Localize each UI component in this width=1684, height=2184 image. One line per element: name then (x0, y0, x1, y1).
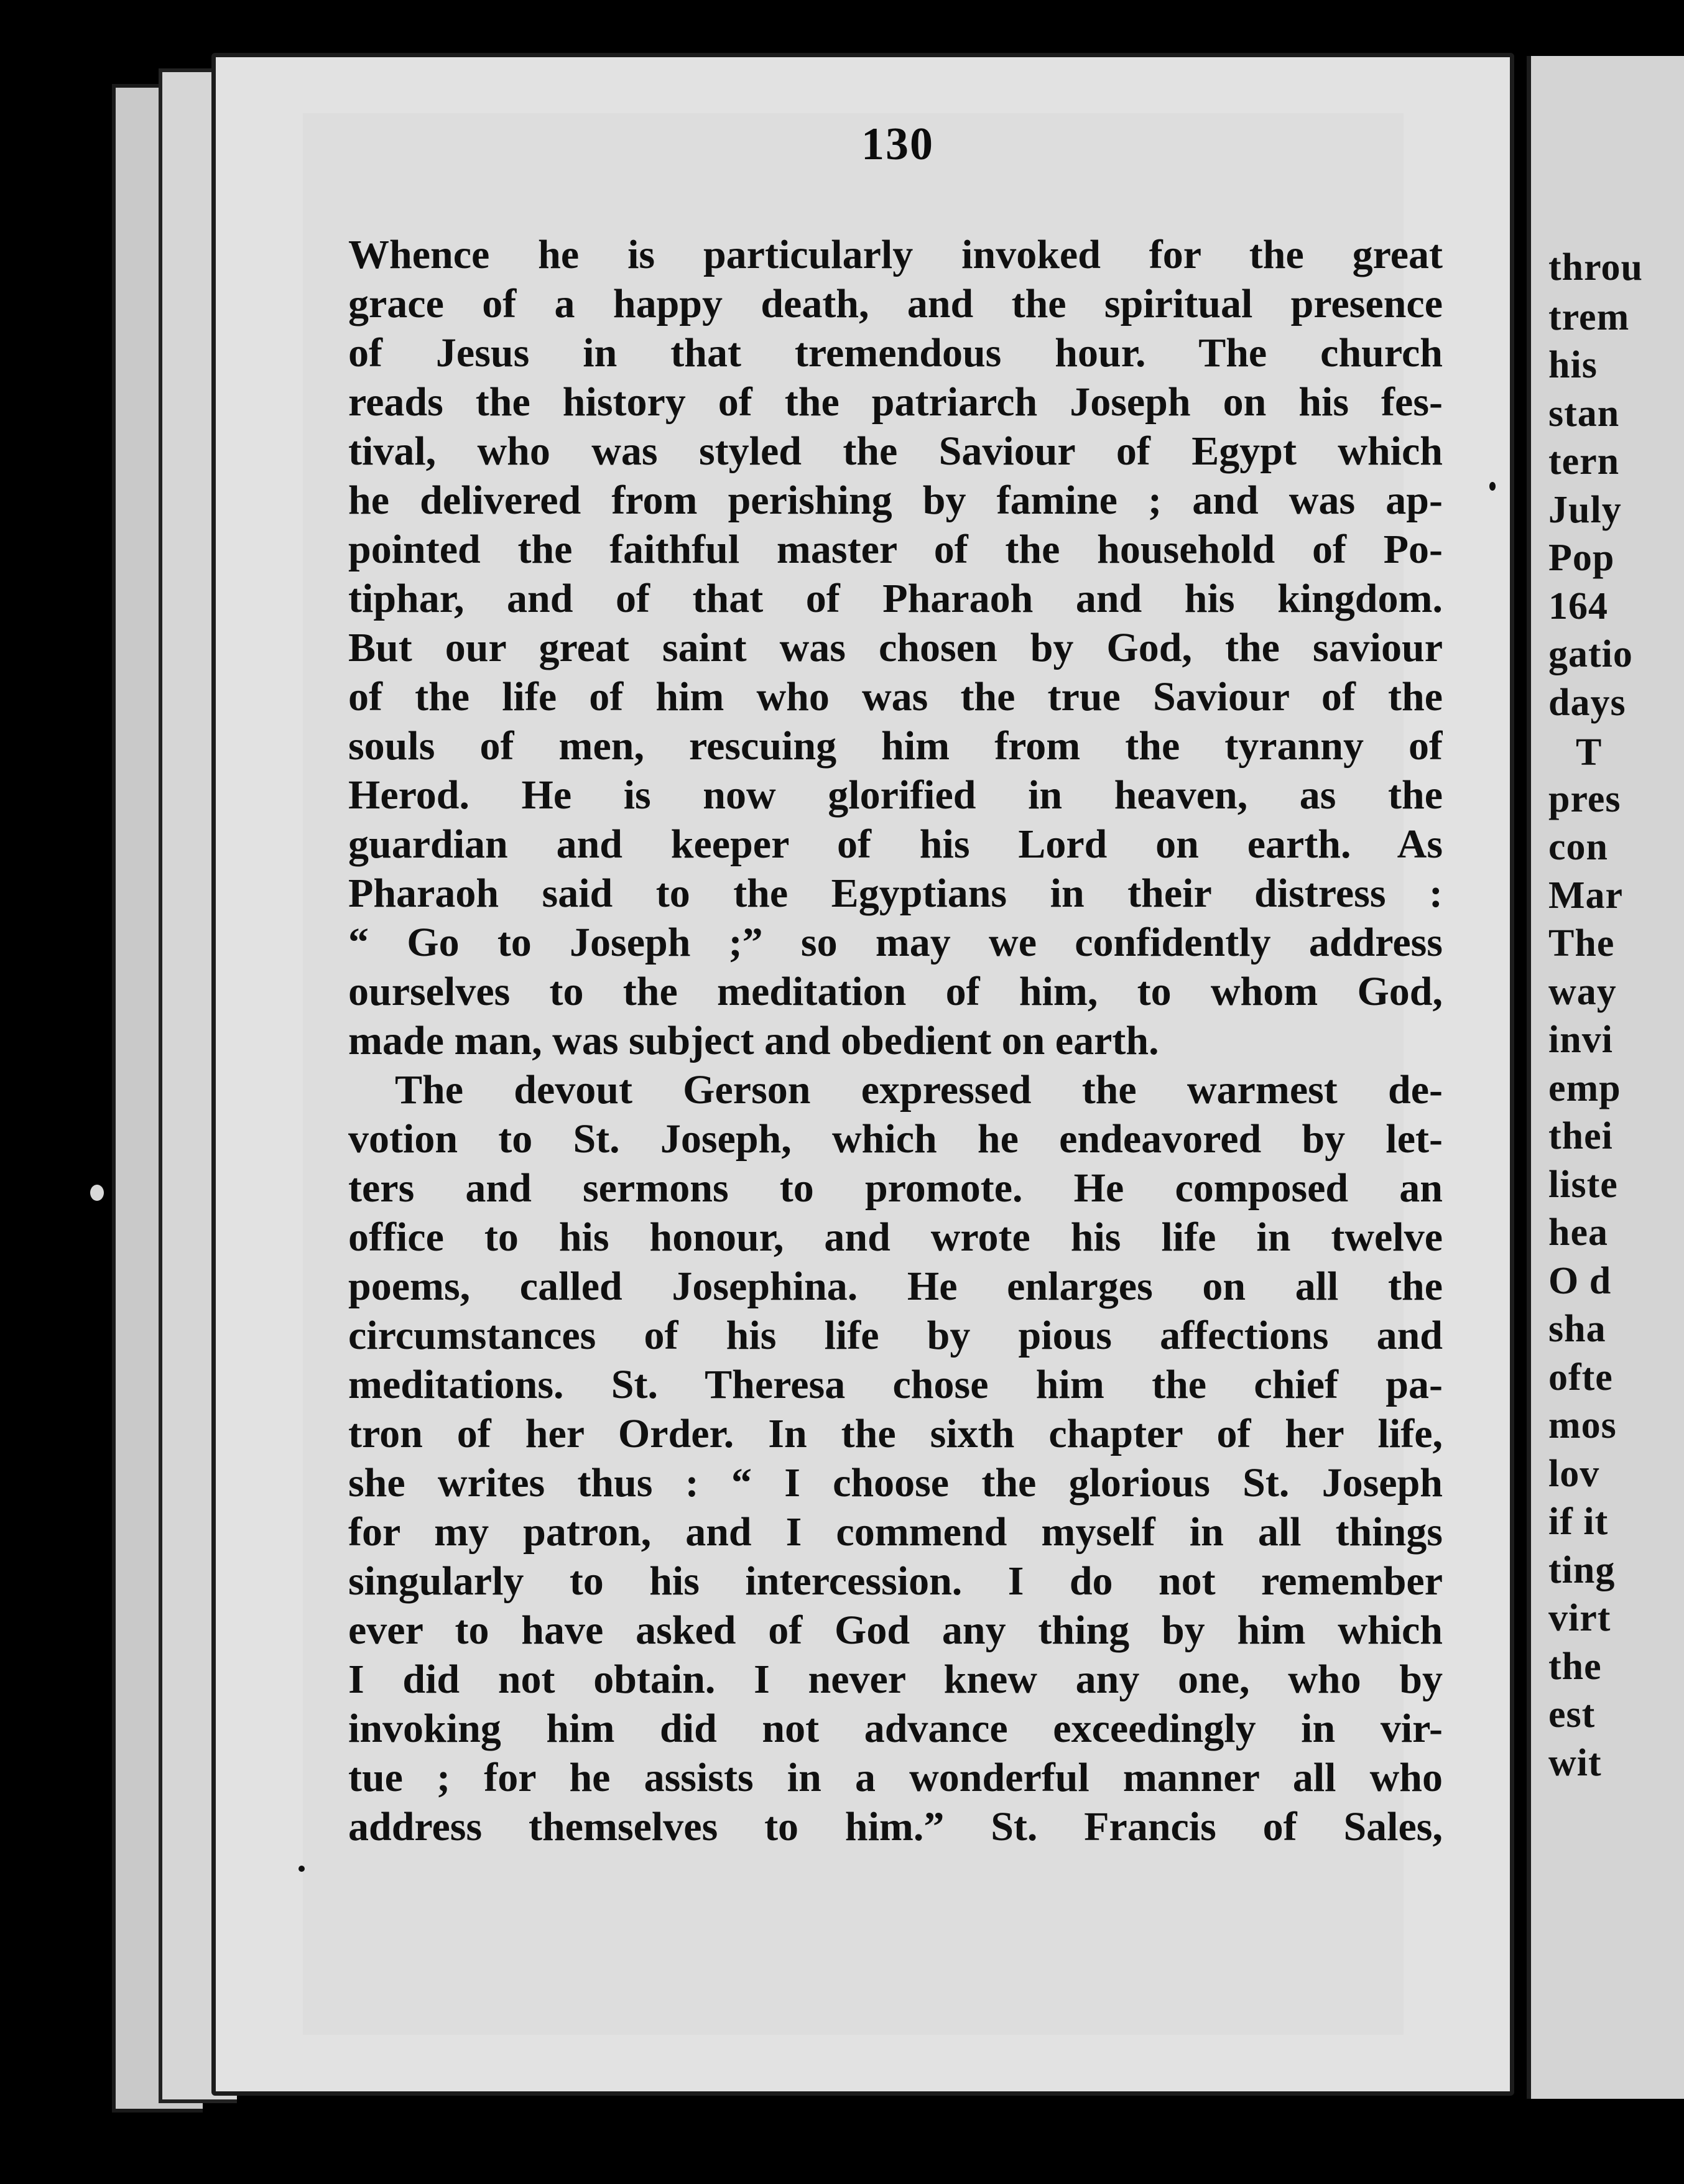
facing-text-line: throu (1548, 246, 1644, 289)
text-line: tiphar, and of that of Pharaoh and his kingdom. (348, 576, 1443, 621)
text-line: of Jesus in that tremendous hour. The church (348, 330, 1443, 376)
facing-text-line: the (1548, 1645, 1602, 1688)
text-line: Whence he is particularly invoked for the great (348, 232, 1443, 277)
text-line-paragraph-start: The devout Gerson expressed the warmest de- (395, 1067, 1443, 1113)
text-line: for my patron, and I commend myself in all things (348, 1509, 1443, 1555)
text-line: tron of her Order. In the sixth chapter of her life, (348, 1411, 1443, 1456)
text-line: she writes thus : “ I choose the glorious St. Joseph (348, 1460, 1443, 1506)
margin-speck (90, 1185, 104, 1201)
text-line: tue ; for he assists in a wonderful manner all who (348, 1755, 1443, 1800)
facing-text-line: virt (1548, 1597, 1611, 1639)
margin-speck (298, 1866, 305, 1872)
facing-text-line: O d (1548, 1260, 1612, 1302)
facing-text-line: T (1576, 731, 1603, 774)
text-line: meditations. St. Theresa chose him the chief pa- (348, 1362, 1443, 1407)
page-number: 130 (861, 119, 934, 170)
text-line: souls of men, rescuing him from the tyranny of (348, 723, 1443, 769)
text-line: ever to have asked of God any thing by him which (348, 1608, 1443, 1653)
text-line: I did not obtain. I never knew any one, who by (348, 1657, 1443, 1702)
text-line-paragraph-end: made man, was subject and obedient on earth. (348, 1018, 1159, 1063)
text-line: singularly to his intercession. I do not remember (348, 1558, 1443, 1604)
facing-text-line: stan (1548, 392, 1620, 435)
text-line: reads the history of the patriarch Joseph on his fes- (348, 379, 1443, 425)
facing-text-line: days (1548, 682, 1626, 724)
text-line: of the life of him who was the true Saviour of the (348, 674, 1443, 720)
text-line: pointed the faithful master of the household of Po- (348, 527, 1443, 572)
facing-text-line: liste (1548, 1164, 1618, 1206)
facing-text-line: his (1548, 344, 1598, 386)
facing-text-line: Pop (1548, 537, 1615, 579)
facing-text-line: hea (1548, 1211, 1608, 1254)
text-line: But our great saint was chosen by God, the saviour (348, 625, 1443, 670)
facing-text-line: lov (1548, 1453, 1600, 1495)
text-line: votion to St. Joseph, which he endeavored by let- (348, 1116, 1443, 1162)
facing-text-line: invi (1548, 1019, 1613, 1061)
facing-text-line: thei (1548, 1115, 1613, 1157)
text-line: Herod. He is now glorified in heaven, as the (348, 772, 1443, 818)
facing-text-line: sha (1548, 1308, 1606, 1350)
facing-page-fragment (1527, 56, 1684, 2099)
facing-text-line: con (1548, 826, 1608, 868)
text-line: guardian and keeper of his Lord on earth. As (348, 821, 1443, 867)
facing-text-line: 164 (1548, 585, 1608, 627)
text-line: ters and sermons to promote. He composed an (348, 1165, 1443, 1211)
facing-text-line: mos (1548, 1404, 1617, 1446)
facing-text-line: July (1548, 489, 1622, 531)
facing-text-line: tern (1548, 440, 1620, 483)
facing-text-line: emp (1548, 1067, 1621, 1109)
facing-text-line: wit (1548, 1742, 1602, 1784)
facing-text-line: Mar (1548, 874, 1624, 917)
facing-text-line: gatio (1548, 633, 1633, 675)
text-line: office to his honour, and wrote his life in twelve (348, 1215, 1443, 1260)
text-line: circumstances of his life by pious affections and (348, 1313, 1443, 1358)
facing-text-line: ofte (1548, 1356, 1613, 1399)
text-line: invoking him did not advance exceedingly in vir- (348, 1706, 1443, 1751)
text-line: address themselves to him.” St. Francis of Sales, (348, 1804, 1443, 1849)
text-line: grace of a happy death, and the spiritual presence (348, 281, 1443, 326)
text-line: he delivered from perishing by famine ; and was ap- (348, 478, 1443, 523)
margin-speck (1489, 482, 1496, 491)
facing-text-line: The (1548, 922, 1615, 965)
facing-text-line: way (1548, 971, 1617, 1013)
facing-text-line: ting (1548, 1549, 1616, 1591)
body-text (348, 230, 1443, 1851)
text-line: poems, called Josephina. He enlarges on all the (348, 1264, 1443, 1309)
text-line: Pharaoh said to the Egyptians in their distress : (348, 871, 1443, 916)
text-line: “ Go to Joseph ;” so may we confidently address (348, 920, 1443, 965)
facing-text-line: est (1548, 1693, 1596, 1736)
facing-text-line: if it (1548, 1501, 1609, 1543)
facing-text-line: trem (1548, 296, 1630, 338)
text-line: ourselves to the meditation of him, to whom God, (348, 969, 1443, 1014)
text-line: tival, who was styled the Saviour of Egypt which (348, 428, 1443, 474)
facing-text-line: pres (1548, 778, 1621, 820)
